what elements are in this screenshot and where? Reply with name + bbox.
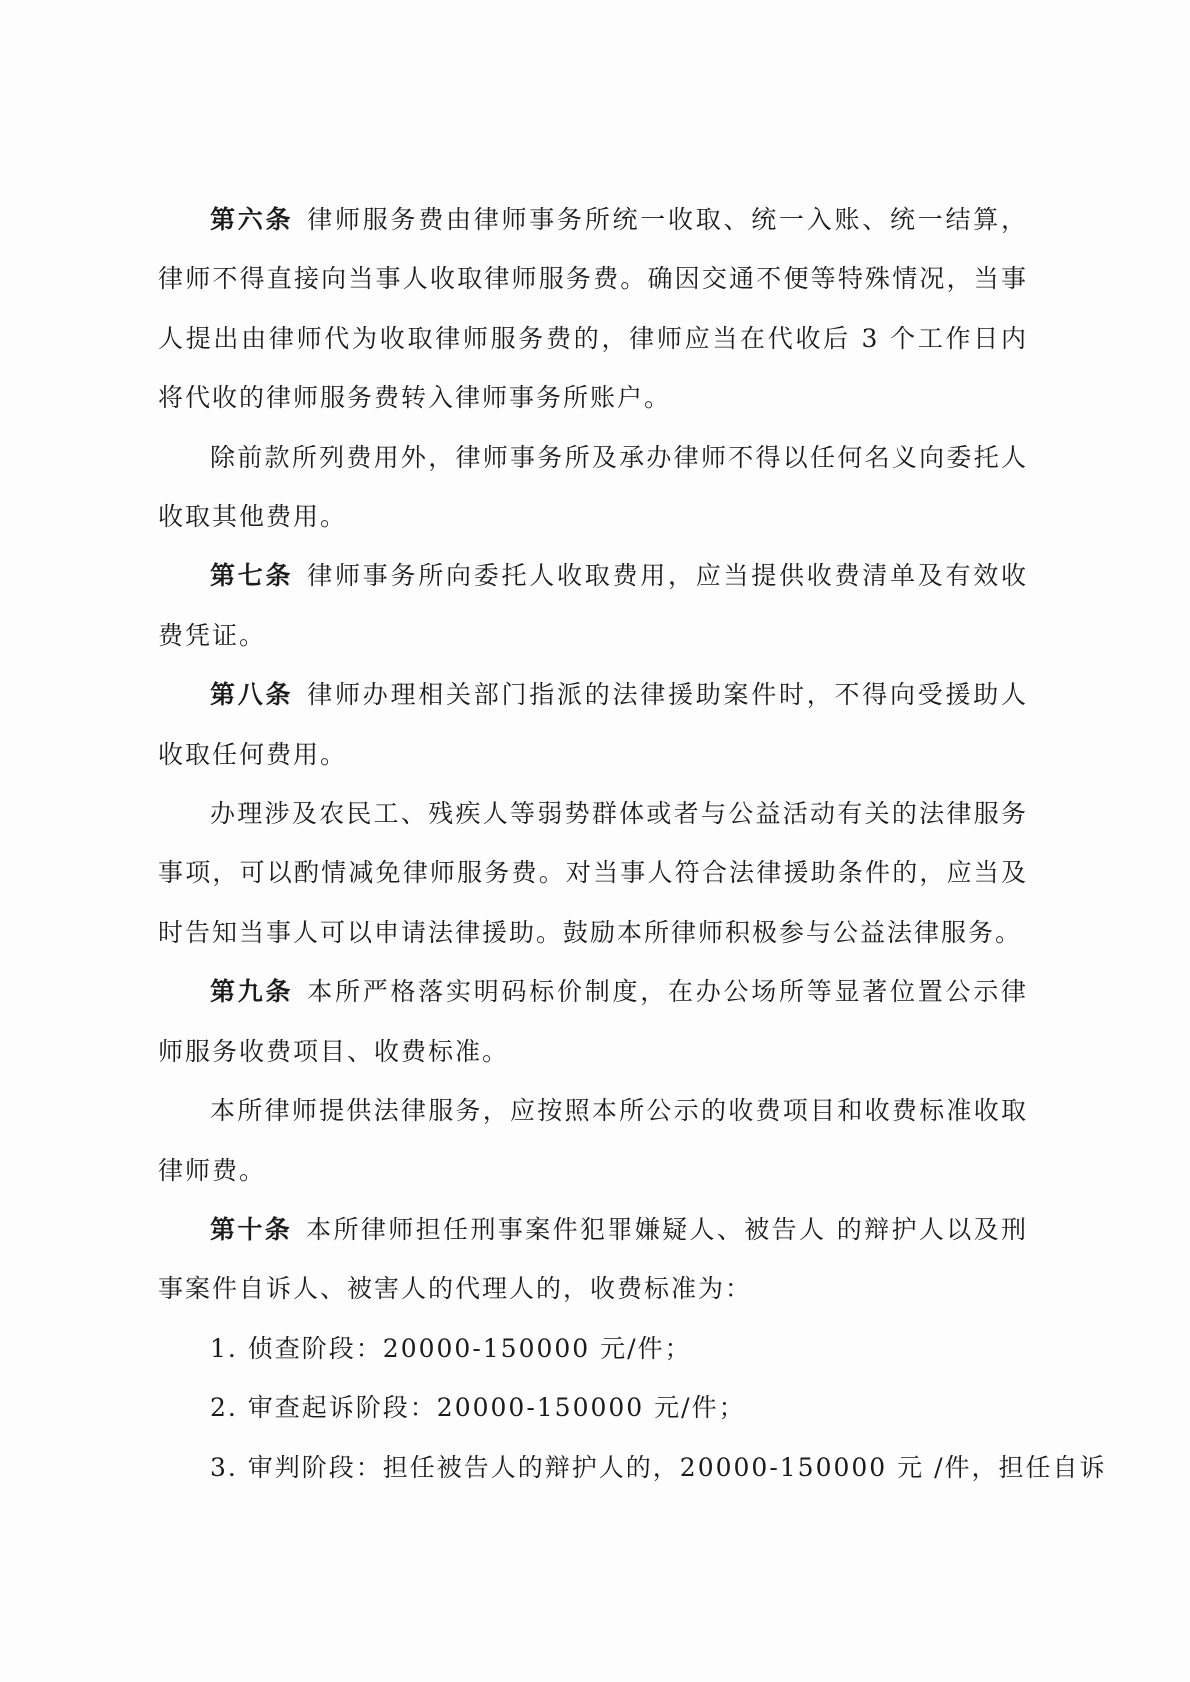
paragraph-text: 本所律师提供法律服务，应按照本所公示的收费项目和收费标准收取律师费。	[158, 1096, 1028, 1185]
paragraph-text: 本所严格落实明码标价制度，在办公场所等显著位置公示律师服务收费项目、收费标准。	[158, 977, 1028, 1066]
paragraph-article-8	[158, 665, 1028, 784]
article-number: 第十条	[210, 1214, 293, 1244]
article-number: 第九条	[210, 977, 294, 1007]
document-body	[158, 190, 1107, 1497]
paragraph-article-10	[158, 1200, 1028, 1319]
paragraph-text: 除前款所列费用外，律师事务所及承办律师不得以任何名义向委托人收取其他费用。	[158, 442, 1028, 532]
paragraph-article-9-clause-2	[158, 1081, 1028, 1200]
paragraph-text: 律师事务所向委托人收取费用，应当提供收费清单及有效收费凭证。	[158, 561, 1028, 650]
paragraph-text: 办理涉及农民工、残疾人等弱势群体或者与公益活动有关的法律服务事项，可以酌情减免律师服务费。对当事人符合法律援助条件的，应当及时告知当事人可以申请法律援助。鼓励本所律师积极参与公益法律服务。	[158, 799, 1028, 947]
paragraph-article-7	[158, 546, 1028, 665]
paragraph-article-6-clause-2	[158, 428, 1028, 547]
fee-list-item-prosecution-review: 2. 审查起诉阶段：20000-150000 元/件；	[210, 1393, 746, 1423]
paragraph-article-8-clause-2	[158, 784, 1028, 962]
fee-list-item-investigation: 1. 侦查阶段：20000-150000 元/件；	[210, 1333, 692, 1363]
article-number: 第七条	[210, 561, 294, 591]
fee-list-item-trial: 3. 审判阶段：担任被告人的辩护人的，20000-150000 元 /件，担任自诉	[210, 1452, 1107, 1482]
paragraph-article-6	[158, 190, 1028, 428]
article-number: 第六条	[210, 205, 294, 234]
paragraph-text: 律师办理相关部门指派的法律援助案件时，不得向受援助人收取任何费用。	[158, 680, 1028, 769]
paragraph-text: 本所律师担任刑事案件犯罪嫌疑人、被告人 的辩护人以及刑事案件自诉人、被害人的代理人的，收费标准为：	[158, 1214, 1028, 1304]
article-number: 第八条	[210, 680, 294, 710]
paragraph-text: 律师服务费由律师事务所统一收取、统一入账、统一结算，律师不得直接向当事人收取律师服务费。确因交通不便等特殊情况，当事人提出由律师代为收取律师服务费的，律师应当在代收后 3 个工作日内将代收的律师服务费转入律师事务所账户。	[158, 205, 1028, 413]
paragraph-article-9	[158, 962, 1028, 1081]
